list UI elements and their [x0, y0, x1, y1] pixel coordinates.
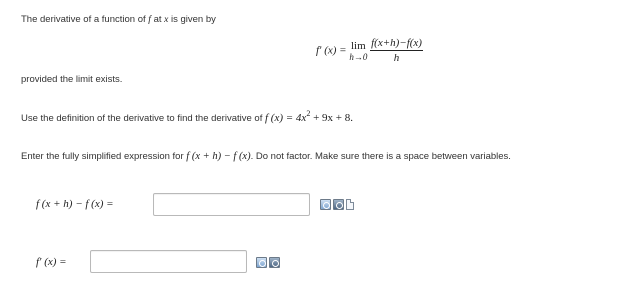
limit-subscript: h→0 [349, 51, 368, 62]
answer-label-derivative: f′ (x) = [36, 256, 67, 268]
help-document-icon[interactable] [346, 199, 354, 210]
enter-text-pre: Enter the fully simplified expression for [21, 151, 184, 162]
intro-text-mid: at [153, 14, 162, 25]
quotient-numerator: f(x+h)−f(x) [371, 37, 422, 49]
difference-quotient [370, 37, 423, 64]
intro-line [21, 14, 216, 25]
limit-operator [349, 40, 367, 62]
equation-editor-icon[interactable] [333, 199, 344, 210]
instruction-line [21, 109, 353, 124]
limit-word: lim [351, 39, 366, 52]
instruction-text: Use the definition of the derivative to find the derivative of [21, 113, 263, 124]
intro-f: f [148, 15, 151, 25]
preview-icon-2[interactable] [256, 257, 267, 268]
preview-icon-mark [323, 202, 330, 209]
answer-label-difference: f (x + h) − f (x) = [36, 198, 114, 210]
intro-text-post: is given by [171, 14, 216, 25]
equation-editor-icon-2-mark [272, 260, 279, 267]
equation-editor-icon-2[interactable] [269, 257, 280, 268]
enter-expression: f (x + h) − f (x) [186, 151, 251, 162]
intro-text-pre: The derivative of a function of [21, 14, 146, 25]
difference-answer-input[interactable] [153, 193, 310, 216]
derivative-answer-input[interactable] [90, 250, 247, 273]
intro-x: x [164, 15, 169, 25]
preview-icon[interactable] [320, 199, 331, 210]
function-exponent: 2 [306, 109, 311, 118]
function-lhs: f (x) = 4x [264, 112, 307, 124]
function-definition [264, 109, 353, 124]
equation-editor-icon-mark [336, 202, 343, 209]
derivative-definition [316, 37, 423, 64]
definition-lhs: f′ (x) = [316, 44, 347, 57]
provided-text: provided the limit exists. [21, 74, 123, 85]
quotient-denominator: h [393, 52, 400, 64]
function-rhs: + 9x + 8. [313, 112, 353, 124]
preview-icon-2-mark [259, 260, 266, 267]
enter-text-post: . Do not factor. Make sure there is a space between variables. [250, 151, 511, 162]
enter-line [21, 151, 511, 162]
